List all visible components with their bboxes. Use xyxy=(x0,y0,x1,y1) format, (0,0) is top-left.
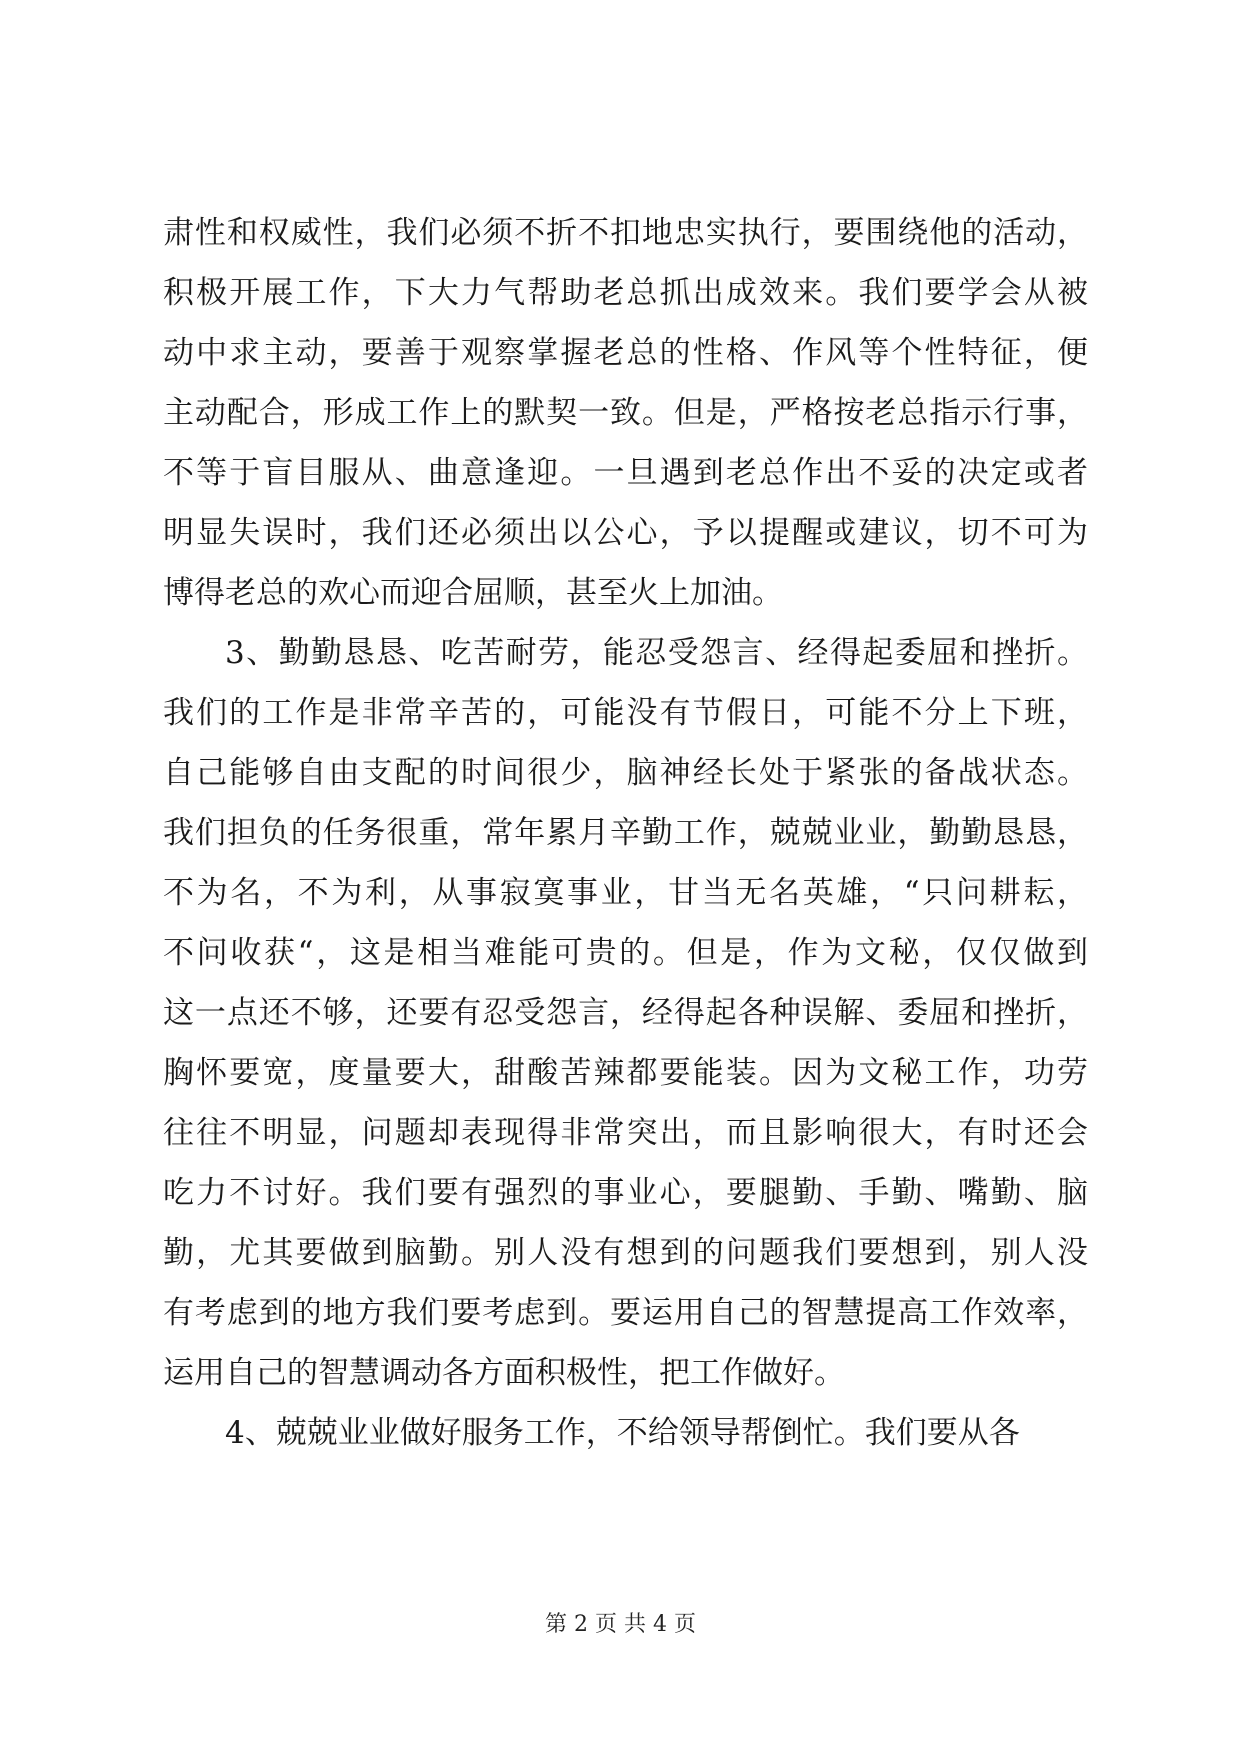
text-line: 博得老总的欢心而迎合屈顺，甚至火上加油。 xyxy=(163,575,783,611)
paragraph xyxy=(163,623,1088,1403)
text-line: 4、兢兢业业做好服务工作，不给领导帮倒忙。我们要从各 xyxy=(225,1415,1020,1451)
text-line: 不等于盲目服从、曲意逢迎。一旦遇到老总作出不妥的决定或者 xyxy=(163,455,1088,491)
text-line: 往往不明显，问题却表现得非常突出，而且影响很大，有时还会 xyxy=(163,1115,1088,1151)
text-line: 胸怀要宽，度量要大，甜酸苦辣都要能装。因为文秘工作，功劳 xyxy=(163,1055,1088,1091)
text-line: 有考虑到的地方我们要考虑到。要运用自己的智慧提高工作效率， xyxy=(163,1295,1088,1331)
text-line: 不为名，不为利，从事寂寞事业，甘当无名英雄，“只问耕耘， xyxy=(163,875,1088,911)
text-line: 明显失误时，我们还必须出以公心，予以提醒或建议，切不可为 xyxy=(163,515,1088,551)
text-line: 主动配合，形成工作上的默契一致。但是，严格按老总指示行事， xyxy=(163,395,1088,431)
text-line: 吃力不讨好。我们要有强烈的事业心，要腿勤、手勤、嘴勤、脑 xyxy=(163,1175,1088,1211)
text-line: 3、勤勤恳恳、吃苦耐劳，能忍受怨言、经得起委屈和挫折。 xyxy=(225,635,1088,671)
text-line: 我们担负的任务很重，常年累月辛勤工作，兢兢业业，勤勤恳恳， xyxy=(163,815,1088,851)
page-footer: 第 2 页 共 4 页 xyxy=(545,1612,696,1637)
text-line: 动中求主动，要善于观察掌握老总的性格、作风等个性特征，便 xyxy=(163,335,1088,371)
paragraph xyxy=(163,1403,1088,1463)
document-body xyxy=(163,203,1088,1463)
text-line: 积极开展工作，下大力气帮助老总抓出成效来。我们要学会从被 xyxy=(163,275,1088,311)
text-line: 勤，尤其要做到脑勤。别人没有想到的问题我们要想到，别人没 xyxy=(163,1235,1088,1271)
text-line: 自己能够自由支配的时间很少，脑神经长处于紧张的备战状态。 xyxy=(163,755,1088,791)
text-line: 不问收获“，这是相当难能可贵的。但是，作为文秘，仅仅做到 xyxy=(163,935,1088,971)
paragraph xyxy=(163,203,1088,623)
text-line: 肃性和权威性，我们必须不折不扣地忠实执行，要围绕他的活动， xyxy=(163,215,1088,251)
text-line: 运用自己的智慧调动各方面积极性，把工作做好。 xyxy=(163,1355,845,1391)
text-line: 我们的工作是非常辛苦的，可能没有节假日，可能不分上下班， xyxy=(163,695,1088,731)
text-line: 这一点还不够，还要有忍受怨言，经得起各种误解、委屈和挫折， xyxy=(163,995,1088,1031)
